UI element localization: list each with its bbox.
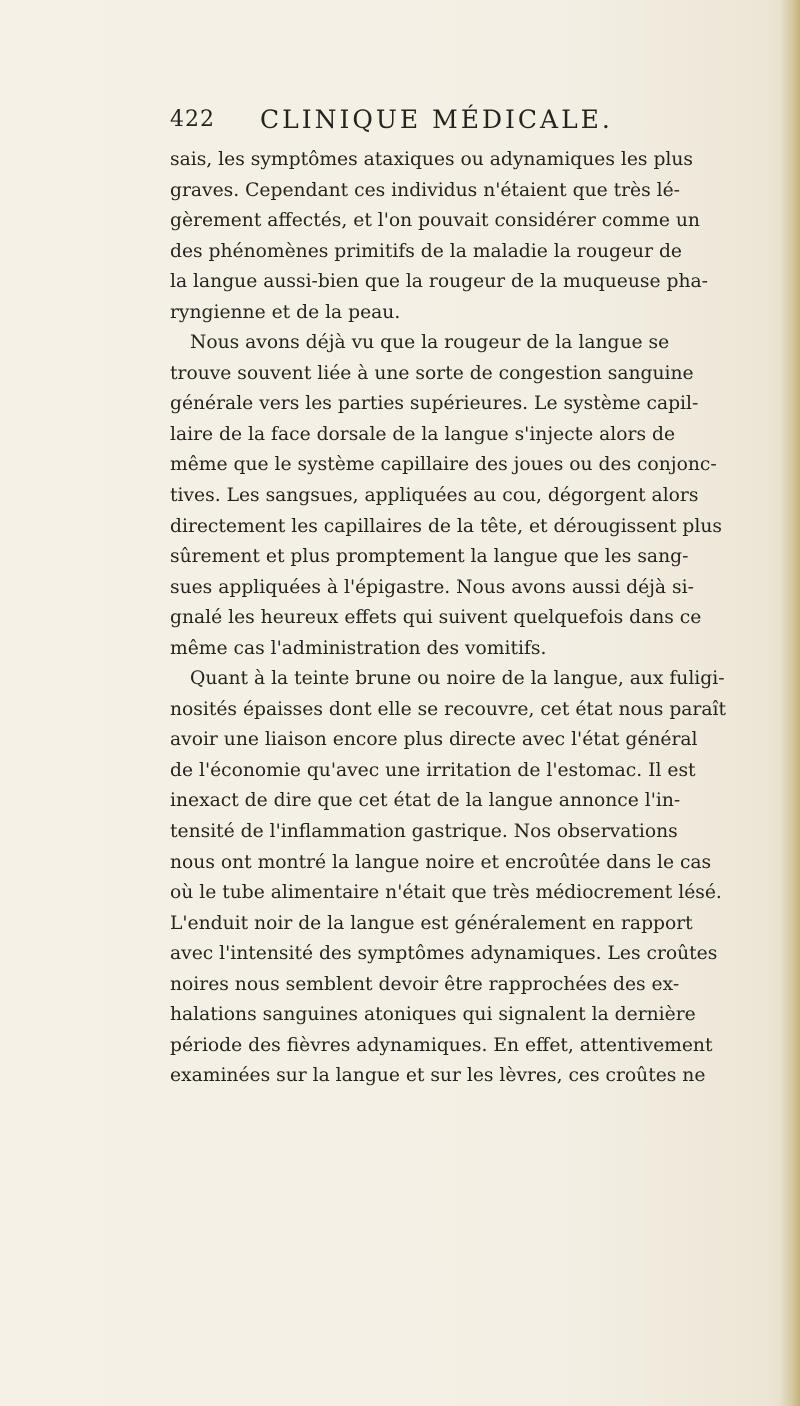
page-header [170,100,670,140]
page-edge [780,0,800,1406]
text-line: trouve souvent liée à une sorte de congestion sanguine [170,362,694,384]
text-line: halations sanguines atoniques qui signalent la dernière [170,1004,696,1026]
text-line: ryngienne et de la peau. [170,301,401,323]
text-line: inexact de dire que cet état de la langue annonce l'in- [170,790,681,812]
text-line: Quant à la teinte brune ou noire de la langue, aux fuligi- [190,668,725,690]
text-line: même que le système capillaire des joues ou des conjonc- [170,454,717,476]
text-line: période des fièvres adynamiques. En effet, attentivement [170,1034,713,1056]
text-line: avec l'intensité des symptômes adynamiques. Les croûtes [170,943,718,965]
text-line: laire de la face dorsale de la langue s'injecte alors de [170,423,676,445]
text-line: sais, les symptômes ataxiques ou adynamiques les plus [170,149,694,170]
text-line: gèrement affectés, et l'on pouvait considérer comme un [170,210,700,232]
text-line: où le tube alimentaire n'était que très médiocrement lésé. [170,882,722,904]
text-line: nous ont montré la langue noire et encroûtée dans le cas [170,851,712,873]
text-line: de l'économie qu'avec une irritation de l'estomac. Il est [170,759,696,781]
text-line: examinées sur la langue et sur les lèvres, ces croûtes ne [170,1065,706,1087]
text-line: graves. Cependant ces individus n'étaient que très lé- [170,179,680,201]
text-line: tives. Les sangsues, appliquées au cou, dégorgent alors [170,485,699,507]
text-line: gnalé les heureux effets qui suivent quelquefois dans ce [170,607,702,629]
text-line: nosités épaisses dont elle se recouvre, cet état nous paraît [170,698,726,720]
running-head: CLINIQUE MÉDICALE. [260,105,613,134]
text-line: noires nous semblent devoir être rapprochées des ex- [170,973,680,995]
text-line: la langue aussi-bien que la rougeur de la muqueuse pha- [170,271,708,293]
text-line: avoir une liaison encore plus directe avec l'état général [170,729,698,751]
text-line: même cas l'administration des vomitifs. [170,637,547,659]
text-line: L'enduit noir de la langue est généralement en rapport [170,912,693,934]
text-line: sues appliquées à l'épigastre. Nous avons aussi déjà si- [170,576,694,598]
page-number: 422 [170,107,215,132]
text-line: tensité de l'inflammation gastrique. Nos observations [170,821,678,843]
text-line: directement les capillaires de la tête, et dérougissent plus [170,515,722,537]
text-line: des phénomènes primitifs de la maladie la rougeur de [170,240,682,262]
text-line: sûrement et plus promptement la langue que les sang- [170,546,689,568]
text-line: Nous avons déjà vu que la rougeur de la langue se [190,332,670,354]
body-text [170,145,726,1092]
text-line: générale vers les parties supérieures. Le système capil- [170,393,699,415]
